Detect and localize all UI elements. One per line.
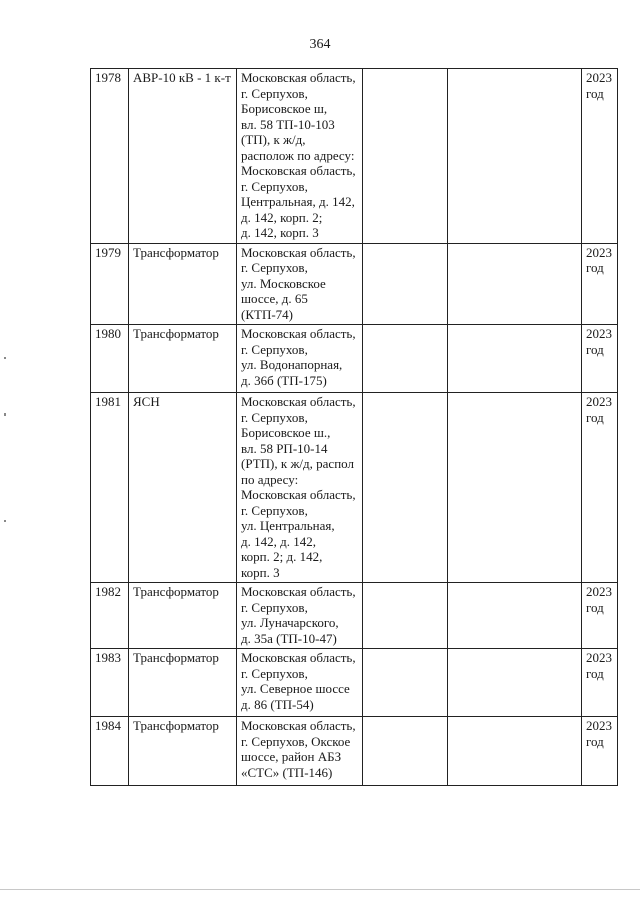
- year-cell: 2023 год: [582, 243, 618, 325]
- row-number-cell: 1979: [91, 243, 129, 325]
- address-cell: Московская область, г. Серпухов, Борисовское ш, вл. 58 ТП-10-103 (ТП), к ж/д, располож по адресу: Московская область, г. Серпухов, Центральная, д. 142, д. 142, корп. 2; д. 142, корп. 3: [237, 69, 363, 244]
- row-number-cell: 1978: [91, 69, 129, 244]
- empty-cell: [363, 393, 448, 583]
- table-row: [91, 583, 618, 649]
- scan-speck: [4, 413, 6, 416]
- page-number: 364: [309, 37, 331, 52]
- equipment-name-cell: Трансформатор: [129, 649, 237, 717]
- row-number-cell: 1983: [91, 649, 129, 717]
- equipment-name-cell: Трансформатор: [129, 583, 237, 649]
- empty-cell: [448, 393, 582, 583]
- year-cell: 2023 год: [582, 325, 618, 393]
- empty-cell: [363, 717, 448, 786]
- table-row: [91, 717, 618, 786]
- equipment-name-cell: Трансформатор: [129, 325, 237, 393]
- empty-cell: [363, 325, 448, 393]
- row-number-cell: 1980: [91, 325, 129, 393]
- equipment-name-cell: ЯСН: [129, 393, 237, 583]
- year-cell: 2023 год: [582, 393, 618, 583]
- empty-cell: [448, 243, 582, 325]
- table-row: [91, 325, 618, 393]
- address-cell: Московская область, г. Серпухов, ул. Водонапорная, д. 36б (ТП-175): [237, 325, 363, 393]
- table-row: [91, 69, 618, 244]
- year-cell: 2023 год: [582, 717, 618, 786]
- address-cell: Московская область, г. Серпухов, ул. Северное шоссе д. 86 (ТП-54): [237, 649, 363, 717]
- empty-cell: [363, 69, 448, 244]
- row-number-cell: 1984: [91, 717, 129, 786]
- empty-cell: [448, 325, 582, 393]
- address-cell: Московская область, г. Серпухов, ул. Луначарского, д. 35а (ТП-10-47): [237, 583, 363, 649]
- empty-cell: [448, 717, 582, 786]
- empty-cell: [363, 243, 448, 325]
- equipment-name-cell: Трансформатор: [129, 243, 237, 325]
- table-row: [91, 393, 618, 583]
- empty-cell: [448, 583, 582, 649]
- address-cell: Московская область, г. Серпухов, Окское шоссе, район АБЗ «СТС» (ТП-146): [237, 717, 363, 786]
- year-cell: 2023 год: [582, 649, 618, 717]
- empty-cell: [363, 649, 448, 717]
- equipment-name-cell: АВР-10 кВ - 1 к-т: [129, 69, 237, 244]
- year-cell: 2023 год: [582, 69, 618, 244]
- equipment-registry-table: [90, 68, 618, 786]
- table-row: [91, 649, 618, 717]
- scan-speck: [4, 520, 6, 522]
- year-cell: 2023 год: [582, 583, 618, 649]
- row-number-cell: 1982: [91, 583, 129, 649]
- scan-edge-line: [0, 889, 640, 890]
- scan-speck: [4, 357, 6, 359]
- equipment-name-cell: Трансформатор: [129, 717, 237, 786]
- address-cell: Московская область, г. Серпухов, Борисовское ш., вл. 58 РП-10-14 (РТП), к ж/д, распол по адресу: Московская область, г. Серпухов, ул. Центральная, д. 142, д. 142, корп. 2; д. 142, корп. 3: [237, 393, 363, 583]
- empty-cell: [363, 583, 448, 649]
- empty-cell: [448, 649, 582, 717]
- empty-cell: [448, 69, 582, 244]
- address-cell: Московская область, г. Серпухов, ул. Московское шоссе, д. 65 (КТП-74): [237, 243, 363, 325]
- table-row: [91, 243, 618, 325]
- row-number-cell: 1981: [91, 393, 129, 583]
